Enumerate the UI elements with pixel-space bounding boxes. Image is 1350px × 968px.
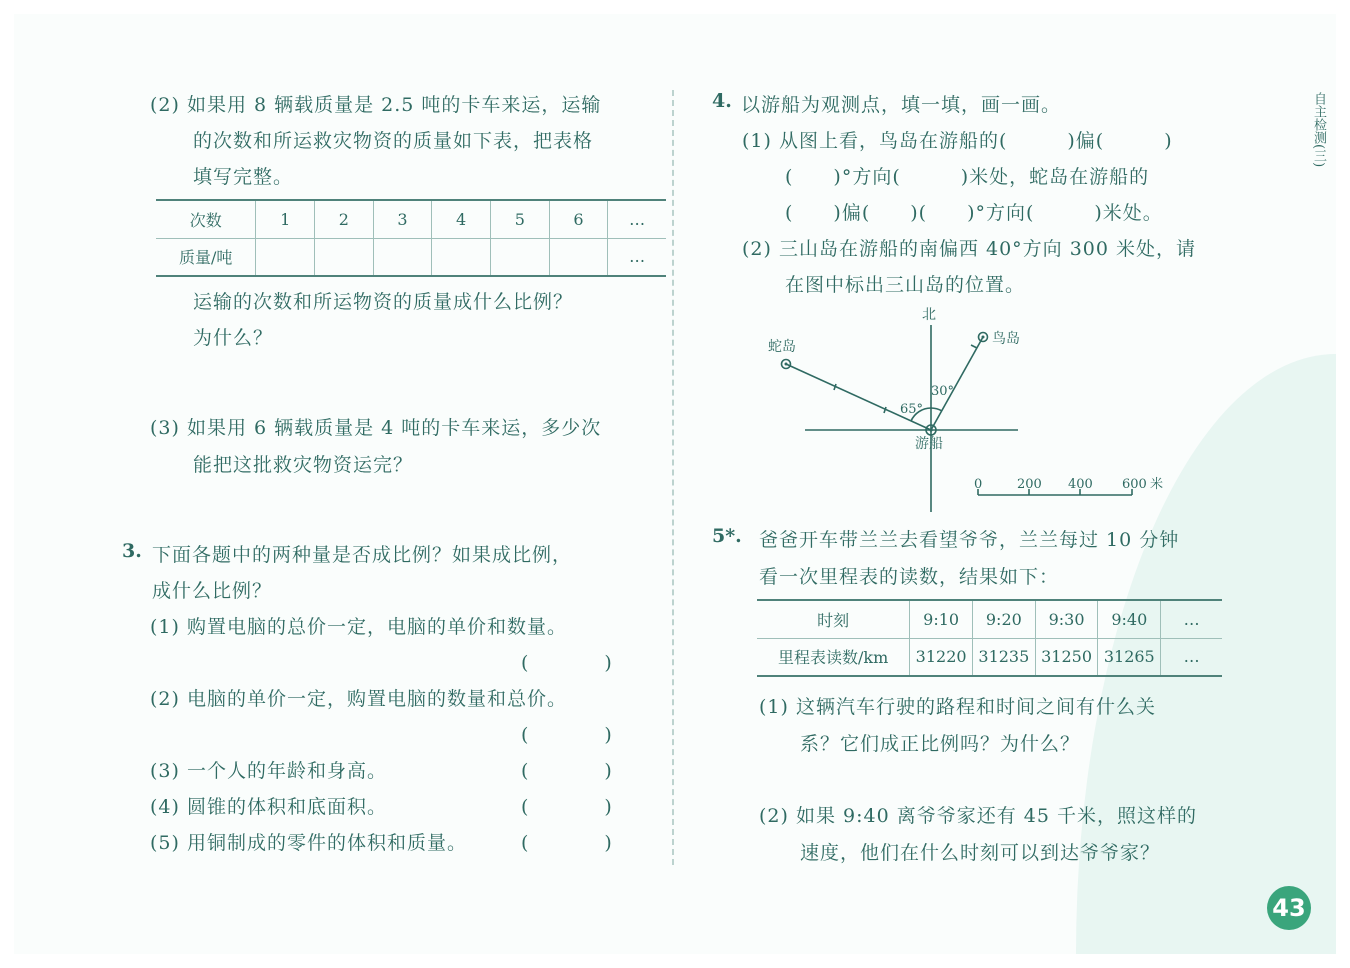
q2-3-line1: (3) 如果用 6 辆载质量是 4 吨的卡车来运，多少次: [150, 417, 602, 439]
q4-s1-line2: ( )°方向( )米处，蛇岛在游船的: [785, 166, 1150, 188]
scale-label: 0: [974, 477, 983, 492]
q3-item4: (4) 圆锥的体积和底面积。: [150, 796, 387, 818]
table-cell: 31250: [1035, 638, 1098, 676]
table-cell: …: [1161, 638, 1222, 676]
page-number-badge: 43: [1267, 886, 1311, 930]
column-divider: [672, 90, 674, 865]
table-cell[interactable]: [373, 238, 432, 276]
q5-s2-line2: 速度，他们在什么时刻可以到达爷爷家？: [800, 842, 1161, 864]
q2-2-line3: 填写完整。: [193, 166, 294, 188]
table-cell: 9:10: [910, 600, 973, 638]
table-cell: 9:30: [1035, 600, 1098, 638]
table-cell: 时刻: [817, 610, 850, 630]
table-cell[interactable]: [256, 238, 315, 276]
boat-label: 游船: [915, 436, 943, 452]
answer-blank[interactable]: ( ): [521, 760, 612, 782]
q5-s1-line2: 系？它们成正比例吗？为什么？: [800, 733, 1081, 755]
angle-arc-30: [931, 408, 942, 411]
table-row: [757, 638, 1222, 676]
q4-s1-line3: ( )偏( )( )°方向( )米处。: [785, 202, 1163, 224]
table-cell: 3: [373, 200, 432, 238]
q3-item2: (2) 电脑的单价一定，购置电脑的数量和总价。: [150, 688, 567, 710]
table-cell: 31265: [1098, 638, 1161, 676]
q3-item1: (1) 购置电脑的总价一定，电脑的单价和数量。: [150, 616, 567, 638]
table-cell: 9:40: [1098, 600, 1161, 638]
table-cell: 9:20: [972, 600, 1035, 638]
table-cell[interactable]: [315, 238, 374, 276]
table-cell[interactable]: [490, 238, 549, 276]
table-cell: 质量/吨: [179, 248, 233, 268]
q3-line1: 下面各题中的两种量是否成比例？如果成比例，: [152, 544, 573, 566]
table-cell: 31235: [972, 638, 1035, 676]
snake-island-ray: [786, 364, 931, 430]
table-cell: …: [1161, 600, 1222, 638]
q2-2-line1: (2) 如果用 8 辆载质量是 2.5 吨的卡车来运，运输: [150, 94, 602, 116]
table-cell: 1: [256, 200, 315, 238]
direction-diagram: [760, 300, 1180, 515]
q4-s1-line1: (1) 从图上看，鸟岛在游船的( )偏( ): [742, 130, 1173, 152]
bird-island-dot: [982, 336, 985, 339]
answer-blank[interactable]: ( ): [521, 724, 612, 746]
q5-line1: 爸爸开车带兰兰去看望爷爷，兰兰每过 10 分钟: [759, 529, 1180, 551]
side-tab-label: 自主检测(三): [1311, 92, 1326, 168]
snake-island-label: 蛇岛: [768, 339, 796, 355]
scale-unit: 米: [1150, 477, 1164, 492]
table-cell: …: [608, 200, 666, 238]
q2-3-line2: 能把这批救灾物资运完？: [193, 454, 414, 476]
odometer-table: [757, 599, 1222, 677]
table-cell: 6: [549, 200, 608, 238]
q4-s2-line2: 在图中标出三山岛的位置。: [785, 274, 1026, 296]
q3-item3: (3) 一个人的年龄和身高。: [150, 760, 387, 782]
q4-s2-line1: (2) 三山岛在游船的南偏西 40°方向 300 米处，请: [742, 238, 1197, 260]
table-cell: 2: [315, 200, 374, 238]
scale-label: 200: [1017, 477, 1042, 492]
answer-blank[interactable]: ( ): [521, 796, 612, 818]
table-cell[interactable]: [432, 238, 491, 276]
angle-30-label: 30°: [931, 384, 955, 399]
scale-label: 600: [1122, 477, 1147, 492]
transport-table: [156, 199, 666, 277]
table-cell: …: [608, 238, 666, 276]
table-row: [757, 600, 1222, 638]
answer-blank[interactable]: ( ): [521, 652, 612, 674]
q3-item5: (5) 用铜制成的零件的体积和质量。: [150, 832, 467, 854]
scale-tick: [834, 384, 836, 390]
angle-65-label: 65°: [900, 402, 924, 417]
boat-dot: [929, 428, 932, 431]
scale-tick: [971, 345, 977, 348]
q3-number: 3.: [122, 540, 142, 562]
bird-island-label: 鸟岛: [992, 331, 1020, 347]
table-cell[interactable]: [549, 238, 608, 276]
q2-2-line2: 的次数和所运救灾物资的质量如下表，把表格: [193, 130, 594, 152]
q2-2-after1: 运输的次数和所运物资的质量成什么比例？: [193, 291, 574, 313]
table-cell: 里程表读数/km: [778, 648, 889, 668]
q5-line2: 看一次里程表的读数，结果如下：: [759, 566, 1060, 588]
table-cell: 次数: [189, 210, 222, 230]
table-cell: 5: [490, 200, 549, 238]
q3-line2: 成什么比例？: [152, 580, 273, 602]
table-row: [156, 200, 666, 238]
table-cell: 31220: [910, 638, 973, 676]
north-label: 北: [922, 307, 936, 323]
table-row: [156, 238, 666, 276]
q2-2-after2: 为什么？: [193, 327, 274, 349]
q4-number: 4.: [712, 90, 732, 112]
answer-blank[interactable]: ( ): [521, 832, 612, 854]
table-cell: 4: [432, 200, 491, 238]
q5-s1-line1: (1) 这辆汽车行驶的路程和时间之间有什么关: [759, 696, 1156, 718]
scale-label: 400: [1068, 477, 1093, 492]
q5-number: 5*.: [712, 525, 742, 547]
q4-title: 以游船为观测点，填一填，画一画。: [741, 94, 1062, 116]
q5-s2-line1: (2) 如果 9:40 离爷爷家还有 45 千米，照这样的: [759, 805, 1197, 827]
snake-island-dot: [785, 363, 788, 366]
